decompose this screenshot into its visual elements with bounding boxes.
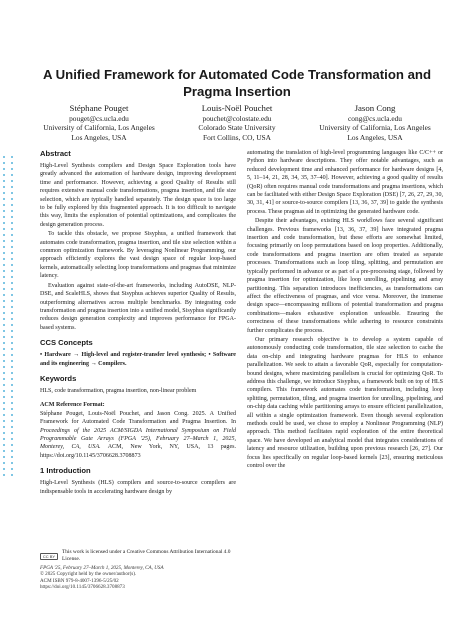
author-email: pouchet@colostate.edu <box>202 114 272 123</box>
footnote-isbn: ACM ISBN 979-8-4007-1396-5/25/02 <box>40 577 119 584</box>
abstract-paragraph-1: High-Level Synthesis compilers and Design Space Exploration tools have greatly advanced the automation of hardware design, improving development time and performance. However, achieving a good Quality of Results still requires extensive manual code transformations, pragma insertion, and tile size selection, which are typically handled separately. The design space is too large to be fully explored by this fragmented approach. It is too difficult to navigate this way, limits the exploration of potential optimizations, and complicates the design generation process. <box>40 163 236 228</box>
dotted-line-right <box>11 156 13 476</box>
keywords-heading: Keywords <box>40 373 77 383</box>
intro-paragraph-objective: Our primary research objective is to develop a system capable of autonomously conducting code transformation, tile size selection to cache the data on-chip and integrating hardware pragmas for HLS to enhance parallelization. We seek to attain a favorable QoR, especially for computation-bound designs, where maximizing parallelism is crucial for optimizing QoR. To address this challenge, we introduce Sisyphus, a framework built on top of HLS compilers. This framework automates code transformation, including loop splitting, permutation, tiling, and pragma insertion for unrolling, pipelining, and on-chip data caching while partitioning arrays to ensure efficient parallelization, all within a single optimization framework. Even though several exploration methods could be used, we chose to employ a Nonlinear Programming (NLP) approach. This method facilitates rapid exploration of the entire theoretical space. We have developed an analytical model that integrates considerations of latency and resource utilization, building upon previous research [26, 27]. Our focus lies specifically on regular loop-based kernels [23], ensuring meticulous control over the <box>247 336 443 470</box>
intro-paragraph-continued: automating the translation of high-level programming languages like C/C++ or Python into hardware descriptions. They offer notable advantages, such as reduced development time and enhanced performance for hardware designs [4, 5, 11–14, 21, 28, 34, 35, 37–40]. However, achieving a good quality of results (QoR) often requires manual code transformations and pragma insertions, which can be facilitated with either Design Space Exploration (DSE) [7, 26, 27, 29, 30, 30, 31, 41] or source-to-source compilers [13, 36, 37, 39] to guide the synthesis process. These pragmas aid in optimizing the generated hardware code. <box>247 150 443 215</box>
abstract-paragraph-2: To tackle this obstacle, we propose Sisyphus, a unified framework that automates code transformation, pragma insertion, and tile size selection within a common optimization framework. By leveraging Nonlinear Programming, our approach efficiently explores the vast design space of regular loop-based kernels, automatically selecting loop transformations and pragmas that minimize latency. <box>40 231 236 280</box>
acm-reference-text <box>40 410 236 460</box>
ccs-concepts-heading: CCS Concepts <box>40 338 93 348</box>
creative-commons-icon: CC BY <box>40 553 58 560</box>
acm-reference-citation: Stéphane Pouget, Louis-Noël Pouchet, and Jason Cong. 2025. A Unified Framework for Automated Code Transformation and Pragma Insertion. In <box>40 410 236 426</box>
footnote-doi: https://doi.org/10.1145/3706628.3708873 <box>40 584 125 591</box>
author-affiliation: University of California, Los Angeles <box>43 123 155 133</box>
footnote-venue: FPGA '25, February 27–March 1, 2025, Monterey, CA, USA <box>40 565 164 571</box>
left-column <box>40 149 236 497</box>
footnote-copyright: © 2025 Copyright held by the owner/author(s). <box>40 571 137 578</box>
acm-reference-heading: ACM Reference Format: <box>40 402 105 409</box>
introduction-heading: 1 Introduction <box>40 466 91 476</box>
author-location: Fort Collins, CO, USA <box>203 132 271 142</box>
dotted-line-left <box>3 156 5 476</box>
author-email: pouget@cs.ucla.edu <box>69 114 129 123</box>
right-column <box>247 149 443 471</box>
acm-reference-doi: ACM, New York, NY, USA, 13 pages. https://doi.org/10.1145/3706628.3708873 <box>40 444 237 459</box>
author-affiliation: Colorado State University <box>198 123 276 133</box>
author-name: Louis-Noël Pouchet <box>201 103 273 113</box>
author-1 <box>30 103 168 142</box>
author-name: Jason Cong <box>354 103 396 113</box>
author-name: Stéphane Pouget <box>69 103 129 113</box>
copyright-footnote <box>40 565 236 591</box>
ccs-concepts-text: • Hardware → High-level and register-transfer level synthesis; • Software and its engineering → Compilers. <box>40 352 236 367</box>
author-location: Los Angeles, USA <box>347 132 403 142</box>
author-location: Los Angeles, USA <box>71 132 127 142</box>
author-affiliation: University of California, Los Angeles <box>319 123 431 133</box>
sidebar-dotted-decoration <box>0 156 20 476</box>
author-2 <box>168 103 306 142</box>
author-block <box>30 103 444 142</box>
abstract-paragraph-3: Evaluation against state-of-the-art frameworks, including AutoDSE, NLP-DSE, and ScaleHLS, shows that Sisyphus achieves superior Quality of Results, outperforming alternatives across multiple benchmarks. By integrating code transformation and pragma insertion into a unified model, Sisyphus significantly reduces design generation complexity and improves performance for FPGA-based systems. <box>40 282 236 331</box>
acm-reference-venue: Proceedings of the 2025 ACM/SIGDA International Symposium on Field Programmable Gate Arrays (FPGA '25), February 27–March 1, 2025, Monterey, CA, USA. <box>40 427 236 451</box>
license-notice <box>40 549 236 563</box>
author-email: cong@cs.ucla.edu <box>347 114 402 123</box>
abstract-heading: Abstract <box>40 149 71 158</box>
license-text: This work is licensed under a Creative Commons Attribution International 4.0 License. <box>62 549 231 562</box>
author-3 <box>306 103 444 142</box>
keywords-text: HLS, code transformation, pragma insertion, non-linear problem <box>40 387 197 394</box>
paper-title: A Unified Framework for Automated Code Transformation and Pragma Insertion <box>42 67 432 99</box>
intro-paragraph-challenges: Despite their advantages, existing HLS workflows face several significant challenges. Previous frameworks [13, 36, 37, 39] have integrated pragma insertion and code transformation, but these efforts are somewhat limited, focusing primarily on loop permutations based on loop properties. Additionally, code transformations and pragma insertion are often treated as separate processes. Transformations such as loop tiling, splitting, and permutation are typically performed in advance or as part of a pre-processing stage, followed by pragma insertion for optimization, like loop unrolling, pipelining and array partitioning. This separation introduces inefficiencies, as transformations can affect the effectiveness of pragmas, and vice versa. Moreover, the immense design space—encompassing millions of potential transformation and pragma combinations—makes exhaustive exploration unfeasible. Ensuring the correctness of these transformations while adhering to resource constraints further complicates the process. <box>247 218 443 334</box>
introduction-paragraph-1: High-Level Synthesis (HLS) compilers and source-to-source compilers are indispensable tools in accelerating hardware design by <box>40 480 236 495</box>
